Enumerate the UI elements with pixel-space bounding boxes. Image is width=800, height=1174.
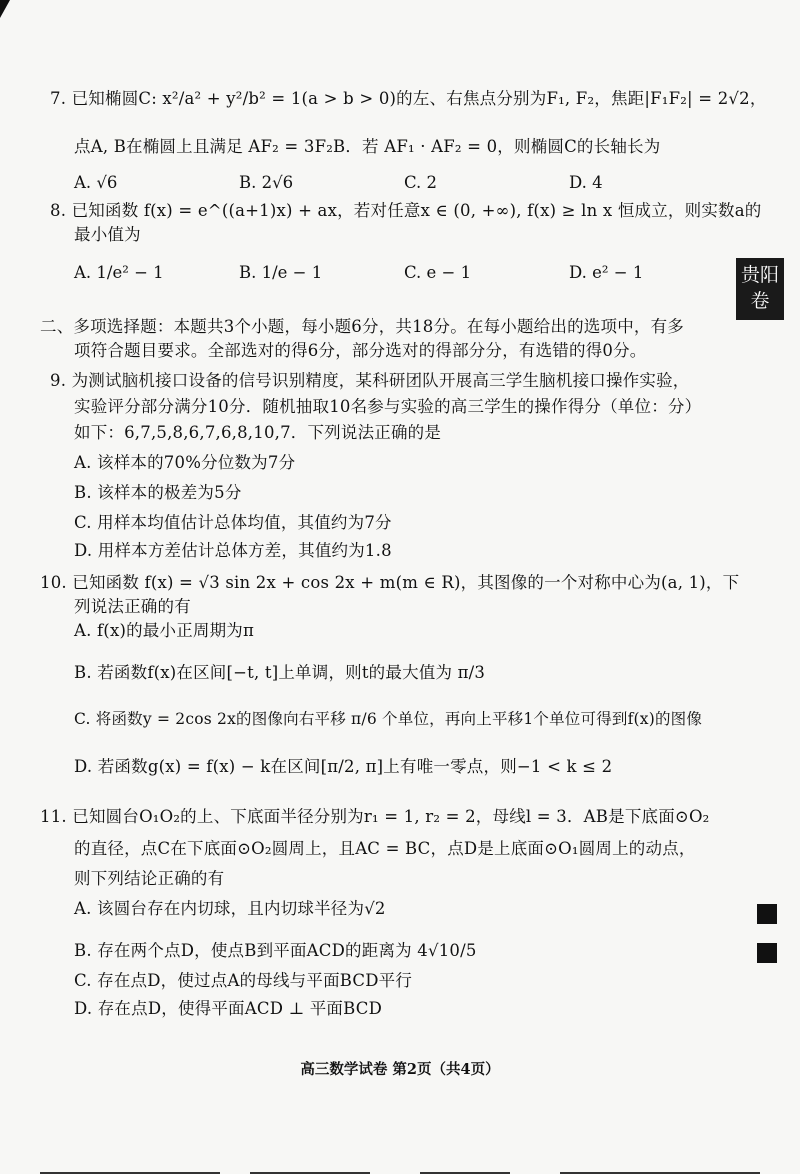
q7-option-c: C. 2 [404, 173, 438, 192]
binding-square-1 [757, 904, 777, 924]
q9-line1: 9. 为测试脑机接口设备的信号识别精度，某科研团队开展高三学生脑机接口操作实验， [50, 371, 690, 390]
q10-option-b: B. 若函数f(x)在区间[−t, t]上单调，则t的最大值为 π/3 [74, 663, 486, 682]
q8-option-d: D. e² − 1 [569, 263, 644, 282]
q8-options [74, 262, 754, 284]
q9-option-c: C. 用样本均值估计总体均值，其值约为7分 [74, 513, 392, 532]
q7-option-d: D. 4 [569, 173, 603, 192]
q9-line2: 实验评分部分满分10分．随机抽取10名参与实验的高三学生的操作得分（单位：分） [74, 397, 702, 416]
q11-line3: 则下列结论正确的有 [74, 869, 225, 888]
q11-option-d: D. 存在点D，使得平面ACD ⊥ 平面BCD [74, 999, 383, 1018]
q9-option-d: D. 用样本方差估计总体方差，其值约为1.8 [74, 541, 392, 560]
q10-option-a: A. f(x)的最小正周期为π [74, 621, 255, 640]
q7-options [74, 172, 754, 194]
page-footer: 高三数学试卷 第2页（共4页） [300, 1061, 500, 1078]
binding-square-2 [757, 943, 777, 963]
q10-option-c: C. 将函数y = 2cos 2x的图像向右平移 π/6 个单位，再向上平移1个单位可得到f(x)的图像 [74, 710, 703, 728]
q11-line2: 的直径，点C在下底面⊙O₂圆周上，且AC = BC，点D是上底面⊙O₁圆周上的动点， [74, 839, 696, 858]
q11-option-c: C. 存在点D，使过点A的母线与平面BCD平行 [74, 971, 413, 990]
q9-option-b: B. 该样本的极差为5分 [74, 483, 242, 502]
q8-option-c: C. e − 1 [404, 263, 472, 282]
q7-line1: 7. 已知椭圆C: x²/a² + y²/b² = 1(a > b > 0)的左、右焦点分别为F₁, F₂，焦距|F₁F₂| = 2√2， [50, 89, 767, 108]
section2-line2: 项符合题目要求。全部选对的得6分，部分选对的得部分分，有选错的得0分。 [74, 341, 647, 360]
q7-line2: 点A, B在椭圆上且满足 AF₂ = 3F₂B．若 AF₁ · AF₂ = 0，则椭圆C的长轴长为 [74, 137, 661, 156]
q10-option-d: D. 若函数g(x) = f(x) − k在区间[π/2, π]上有唯一零点，则−1 < k ≤ 2 [74, 757, 613, 776]
corner-mark [0, 0, 10, 18]
q11-option-b: B. 存在两个点D，使点B到平面ACD的距离为 4√10/5 [74, 941, 477, 960]
q8-option-b: B. 1/e − 1 [239, 263, 323, 282]
q7-option-a: A. √6 [74, 173, 118, 192]
q10-line2: 列说法正确的有 [74, 597, 191, 616]
q11-option-a: A. 该圆台存在内切球，且内切球半径为√2 [74, 899, 386, 918]
section2-line1: 二、多项选择题：本题共3个小题，每小题6分，共18分。在每小题给出的选项中，有多 [40, 317, 684, 336]
q9-line3: 如下：6,7,5,8,6,7,6,8,10,7．下列说法正确的是 [74, 423, 442, 442]
q9-option-a: A. 该样本的70%分位数为7分 [74, 453, 296, 472]
q8-option-a: A. 1/e² − 1 [74, 263, 164, 282]
q7-option-b: B. 2√6 [239, 173, 294, 192]
q8-line1: 8. 已知函数 f(x) = e^((a+1)x) + ax，若对任意x ∈ (0, +∞), f(x) ≥ ln x 恒成立，则实数a的 [50, 201, 762, 220]
side-tab-line1: 贵阳 [740, 264, 779, 286]
side-tab-line2: 卷 [750, 290, 770, 312]
q10-line1: 10. 已知函数 f(x) = √3 sin 2x + cos 2x + m(m ∈ R)，其图像的一个对称中心为(a, 1)，下 [40, 573, 740, 592]
q8-line2: 最小值为 [74, 225, 141, 244]
q11-line1: 11. 已知圆台O₁O₂的上、下底面半径分别为r₁ = 1, r₂ = 2，母线l = 3．AB是下底面⊙O₂ [40, 807, 710, 826]
